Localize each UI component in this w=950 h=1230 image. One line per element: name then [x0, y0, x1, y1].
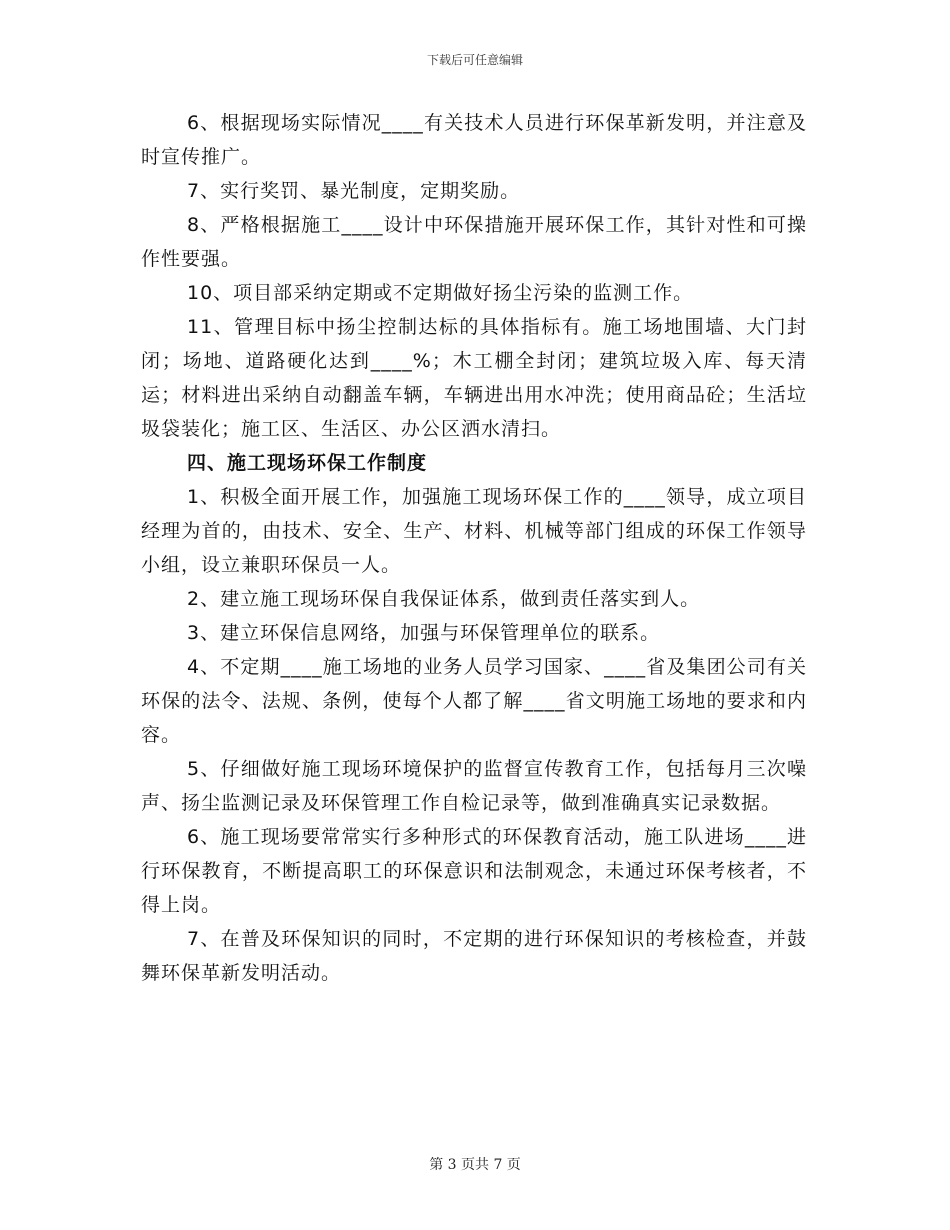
- rule-item-1: 1、积极全面开展工作，加强施工现场环保工作的____领导，成立项目经理为首的，由技术、安全、生产、材料、机械等部门组成的环保工作领导小组，设立兼职环保员一人。: [141, 486, 807, 576]
- page-number: 第 3 页共 7 页: [429, 1157, 521, 1173]
- rule-item-3: 3、建立环保信息网络，加强与环保管理单位的联系。: [187, 622, 661, 644]
- rule-item-4: 4、不定期____施工场地的业务人员学习国家、____省及集团公司有关环保的法令、法规、条例，使每个人都了解____省文明施工场地的要求和内容。: [141, 656, 807, 746]
- header-note: 下载后可任意编辑: [426, 53, 523, 67]
- rule-item-6: 6、施工现场要常常实行多种形式的环保教育活动，施工队进场____进行环保教育，不断提高职工的环保意识和法制观念，未通过环保考核者，不得上岗。: [141, 826, 807, 916]
- paragraph-item-10: 10、项目部采纳定期或不定期做好扬尘污染的监测工作。: [187, 282, 694, 304]
- paragraph-item-7: 7、实行奖罚、暴光制度，定期奖励。: [187, 180, 521, 202]
- rule-item-5: 5、仔细做好施工现场环境保护的监督宣传教育工作，包括每月三次噪声、扬尘监测记录及环保管理工作自检记录等，做到准确真实记录数据。: [141, 758, 807, 814]
- paragraph-item-8: 8、严格根据施工____设计中环保措施开展环保工作，其针对性和可操作性要强。: [141, 214, 807, 270]
- paragraph-item-6: 6、根据现场实际情况____有关技术人员进行环保革新发明，并注意及时宣传推广。: [141, 112, 807, 168]
- rule-item-2: 2、建立施工现场环保自我保证体系，做到责任落实到人。: [187, 588, 701, 610]
- document-body: [141, 106, 807, 990]
- section-heading: 四、施工现场环保工作制度: [187, 452, 428, 474]
- paragraph-item-11: 11、管理目标中扬尘控制达标的具体指标有。施工场地围墙、大门封闭；场地、道路硬化达到____%；木工棚全封闭；建筑垃圾入库、每天清运；材料进出采纳自动翻盖车辆，车辆进出用水冲洗；使用商品砼；生活垃圾袋装化；施工区、生活区、办公区洒水清扫。: [141, 316, 807, 440]
- rule-item-7: 7、在普及环保知识的同时，不定期的进行环保知识的考核检查，并鼓舞环保革新发明活动。: [141, 928, 807, 984]
